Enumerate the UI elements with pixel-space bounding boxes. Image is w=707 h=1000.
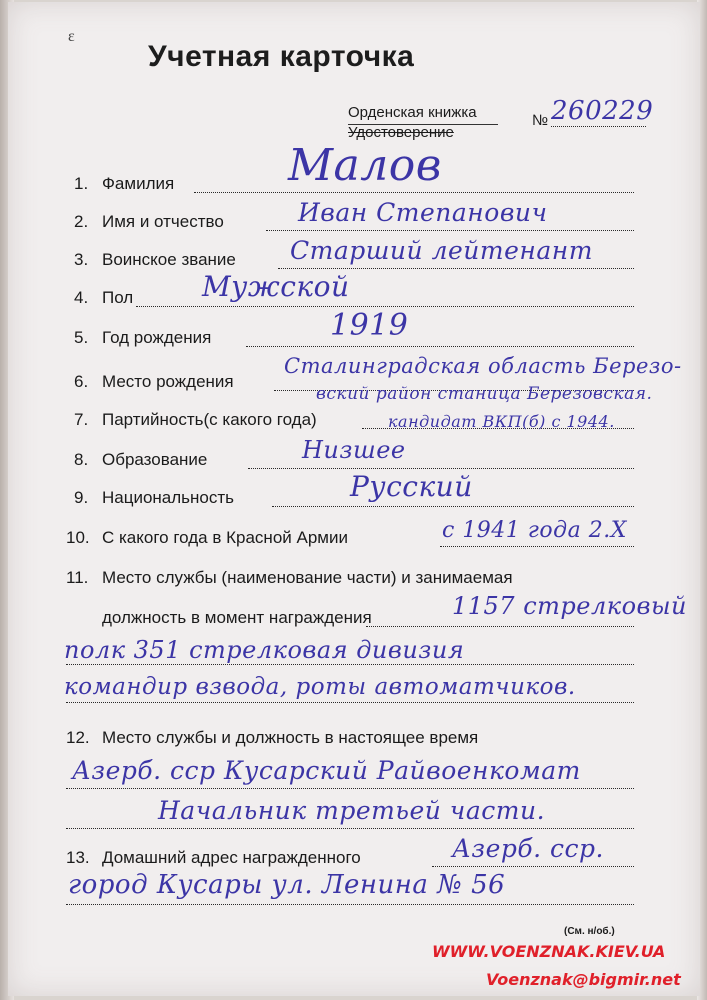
- field-6-number: 6.: [74, 372, 89, 391]
- doc-type-certificate: Удостоверение: [348, 124, 454, 141]
- field-3-value: Старший лейтенант: [290, 236, 593, 265]
- field-10-value: с 1941 года 2.X: [442, 518, 627, 543]
- footer-note: (См. н/об.): [564, 926, 615, 937]
- field-4-label: Пол: [102, 288, 134, 307]
- watermark-email: Voenznak@bigmir.net: [486, 970, 681, 989]
- field-13-value-line2: город Кусары ул. Ленина № 56: [68, 870, 506, 900]
- field-1-line: [194, 192, 634, 193]
- field-12-value: Азерб. сср Кусарский Райвоенкомат: [72, 756, 581, 785]
- field-6-label: Место рождения: [102, 372, 234, 391]
- field-3-number: 3.: [74, 250, 89, 269]
- field-4-value: Мужской: [202, 270, 350, 303]
- field-12-label: Место службы и должность в настоящее время: [102, 728, 479, 747]
- field-10-line: [440, 546, 634, 547]
- field-11-label: Место службы (наименование части) и занимаемая: [102, 568, 513, 587]
- field-7-value: кандидат ВКП(б) с 1944.: [388, 412, 615, 431]
- field-12-number: 12.: [66, 728, 90, 747]
- field-6-value-cont: вский район станица Березовская.: [316, 384, 653, 404]
- field-11-value-line3: командир взвода, роты автоматчиков.: [64, 674, 576, 700]
- field-8-line: [248, 468, 634, 469]
- field-11-line-2: [66, 664, 634, 665]
- field-13-value: Азерб. сср.: [452, 834, 604, 863]
- field-9-number: 9.: [74, 488, 89, 507]
- field-9-line: [272, 506, 634, 507]
- field-2-value: Иван Степанович: [298, 198, 548, 227]
- field-11-label-cont: должность в момент награждения: [102, 608, 372, 627]
- field-5-line: [246, 346, 634, 347]
- field-5-number: 5.: [74, 328, 89, 347]
- field-1-value: Малов: [288, 140, 442, 191]
- field-11-line-1: [366, 626, 634, 627]
- field-13-line-2: [66, 904, 634, 905]
- field-1-label: Фамилия: [102, 174, 175, 193]
- field-7-number: 7.: [74, 410, 89, 429]
- field-6-value: Сталинградская область Березо-: [284, 354, 682, 378]
- field-5-label: Год рождения: [102, 328, 212, 347]
- field-9-label: Национальность: [102, 488, 235, 507]
- field-12-line-2: [66, 828, 634, 829]
- doc-type-order-book: Орденская книжка: [348, 104, 477, 121]
- field-3-line: [278, 268, 634, 269]
- field-10-label: С какого года в Красной Армии: [102, 528, 348, 547]
- field-11-number: 11.: [66, 568, 89, 587]
- number-line: [551, 126, 646, 127]
- field-4-line: [136, 306, 634, 307]
- field-8-label: Образование: [102, 450, 208, 469]
- record-card: [8, 2, 700, 996]
- field-11-line-3: [66, 702, 634, 703]
- field-13-line-1: [432, 866, 634, 867]
- field-5-value: 1919: [330, 308, 409, 343]
- field-11-value-line2: полк 351 стрелковая дивизия: [64, 636, 465, 664]
- field-13-number: 13.: [66, 848, 90, 867]
- field-2-number: 2.: [74, 212, 89, 231]
- field-4-number: 4.: [74, 288, 89, 307]
- number-label: №: [532, 112, 549, 129]
- field-8-number: 8.: [74, 450, 89, 469]
- field-1-number: 1.: [74, 174, 89, 193]
- field-2-label: Имя и отчество: [102, 212, 224, 231]
- field-9-value: Русский: [350, 470, 473, 503]
- field-12-line-1: [66, 788, 634, 789]
- field-12-value-line2: Начальник третьей части.: [158, 796, 546, 825]
- field-8-value: Низшее: [302, 436, 406, 464]
- field-3-label: Воинское звание: [102, 250, 236, 269]
- field-7-label: Партийность(с какого года): [102, 410, 317, 429]
- watermark-site: WWW.VOENZNAK.KIEV.UA: [432, 942, 666, 961]
- field-11-value: 1157 стрелковый: [452, 592, 688, 620]
- field-2-line: [266, 230, 634, 231]
- card-title: Учетная карточка: [148, 40, 415, 73]
- field-13-label: Домашний адрес награжденного: [102, 848, 361, 867]
- corner-mark: ɛ: [68, 28, 75, 45]
- field-10-number: 10.: [66, 528, 90, 547]
- number-value: 260229: [551, 96, 654, 126]
